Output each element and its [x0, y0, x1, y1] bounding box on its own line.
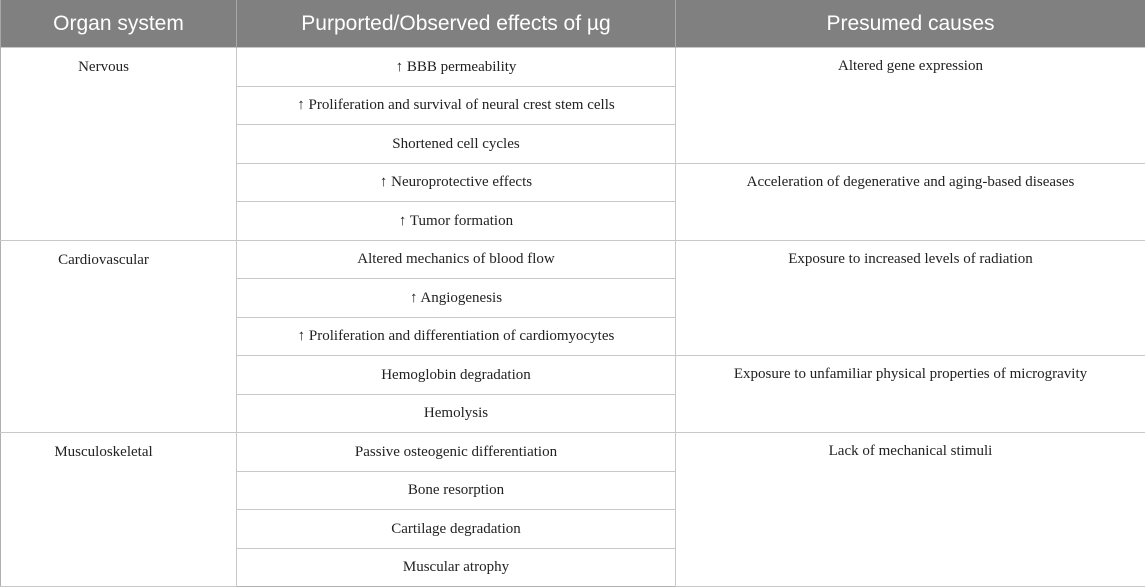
effect-cell: Altered mechanics of blood flow — [237, 240, 676, 279]
effect-cell: ↑ BBB permeability — [237, 48, 676, 87]
organ-cell-nervous: Nervous — [1, 48, 237, 241]
table-header — [1, 0, 1145, 48]
effect-cell: ↑ Angiogenesis — [237, 279, 676, 318]
effect-cell: Muscular atrophy — [237, 548, 676, 587]
table-row — [1, 240, 1145, 279]
organ-cell-cardiovascular: Cardiovascular — [1, 240, 237, 433]
effect-cell: ↑ Proliferation and survival of neural crest stem cells — [237, 86, 676, 125]
effect-cell: Passive osteogenic differentiation — [237, 433, 676, 472]
header-organ-system: Organ system — [1, 0, 237, 48]
effect-cell: Bone resorption — [237, 471, 676, 510]
organ-cell-musculoskeletal: Musculoskeletal — [1, 433, 237, 587]
cause-cell: Acceleration of degenerative and aging-based diseases — [676, 163, 1145, 240]
cause-cell: Exposure to increased levels of radiation — [676, 240, 1145, 356]
table-row — [1, 48, 1145, 87]
effect-cell: ↑ Neuroprotective effects — [237, 163, 676, 202]
cause-cell: Exposure to unfamiliar physical properties of microgravity — [676, 356, 1145, 433]
header-causes: Presumed causes — [676, 0, 1145, 48]
effect-cell: Hemoglobin degradation — [237, 356, 676, 395]
cause-cell: Altered gene expression — [676, 48, 1145, 164]
table-row — [1, 433, 1145, 472]
effect-cell: ↑ Tumor formation — [237, 202, 676, 241]
effect-cell: Shortened cell cycles — [237, 125, 676, 164]
effect-cell: Cartilage degradation — [237, 510, 676, 549]
table-body — [1, 48, 1145, 587]
effect-cell: Hemolysis — [237, 394, 676, 433]
header-row — [1, 0, 1145, 48]
cause-cell: Lack of mechanical stimuli — [676, 433, 1145, 587]
effect-cell: ↑ Proliferation and differentiation of cardiomyocytes — [237, 317, 676, 356]
header-effects: Purported/Observed effects of µg — [237, 0, 676, 48]
